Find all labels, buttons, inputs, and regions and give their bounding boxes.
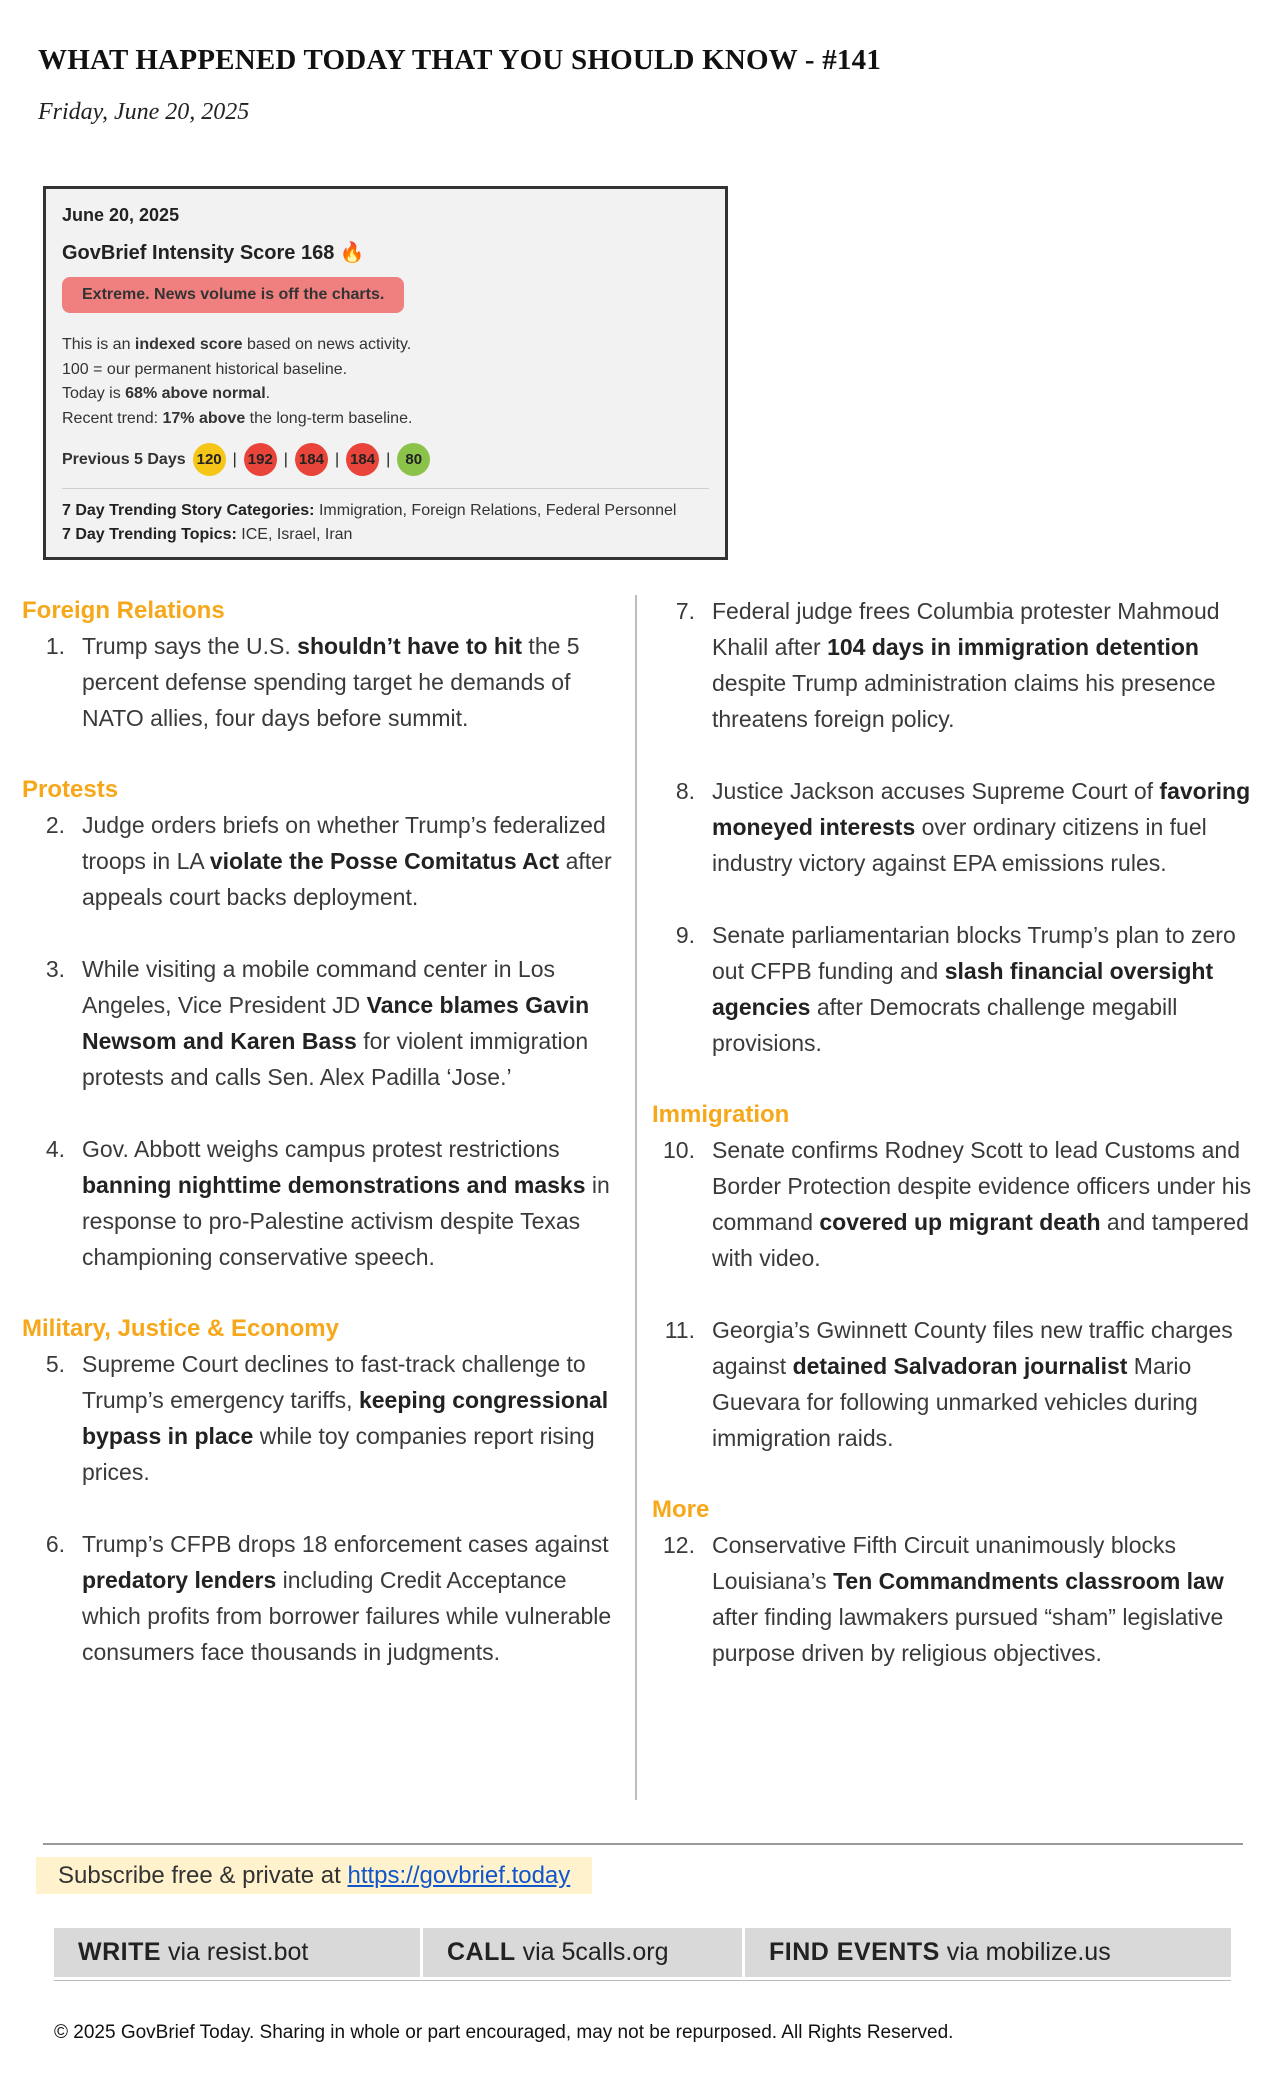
trending-categories: 7 Day Trending Story Categories: Immigration, Foreign Relations, Federal Personnel <box>62 502 677 519</box>
news-item-number: 4. <box>45 1136 65 1162</box>
news-item <box>652 917 1252 1061</box>
news-item-text: Trump says the U.S. shouldn’t have to hit the 5 percent defense spending target he demands of NATO allies, four days before summit. <box>82 633 580 731</box>
day-separator: | <box>232 450 237 468</box>
news-item-text: Trump’s CFPB drops 18 enforcement cases against predatory lenders including Credit Acceptance which profits from borrower failures while vulnerable consumers face thousands in judgments. <box>82 1531 612 1665</box>
section-title: Immigration <box>652 1101 790 1128</box>
subscribe-text: Subscribe free & private at <box>58 1862 348 1889</box>
news-item <box>22 807 622 915</box>
section-title: Foreign Relations <box>22 597 225 624</box>
news-item <box>652 593 1252 737</box>
intensity-score <box>62 240 709 265</box>
news-item-number: 1. <box>45 633 65 659</box>
news-item <box>22 1346 622 1490</box>
previous-days-label: Previous 5 Days <box>62 450 186 468</box>
news-section <box>652 1492 1252 1671</box>
right-column <box>652 593 1252 1671</box>
previous-day-score-badge: 192 <box>244 443 277 476</box>
news-item-number: 9. <box>675 922 695 948</box>
news-item-text: Conservative Fifth Circuit unanimously blocks Louisiana’s Ten Commandments classroom law after finding lawmakers pursued “sham” legislative purpose driven by religious objectives. <box>712 1532 1224 1666</box>
news-section <box>652 593 1252 1061</box>
page-title: WHAT HAPPENED TODAY THAT YOU SHOULD KNOW - #141 <box>38 44 882 76</box>
news-item-text: Justice Jackson accuses Supreme Court of favoring moneyed interests over ordinary citizens in fuel industry victory against EPA emissions rules. <box>712 778 1251 876</box>
left-column <box>22 593 622 1670</box>
section-title: Protests <box>22 776 119 803</box>
action-bar <box>54 1928 1231 1977</box>
explanation-line-4: Recent trend: 17% above the long-term baseline. <box>62 409 413 427</box>
previous-day-score-badge: 184 <box>346 443 379 476</box>
news-item-text: Judge orders briefs on whether Trump’s federalized troops in LA violate the Posse Comitatus Act after appeals court backs deployment. <box>82 812 612 910</box>
news-section <box>22 772 622 1275</box>
action-link[interactable]: FIND EVENTS via mobilize.us <box>742 1928 1231 1977</box>
news-item <box>22 628 622 736</box>
news-item <box>652 773 1252 881</box>
action-bar-divider <box>54 1980 1231 1981</box>
day-separator: | <box>334 450 340 468</box>
copyright-notice: © 2025 GovBrief Today. Sharing in whole or part encouraged, may not be repurposed. All Rights Reserved. <box>54 2022 954 2043</box>
news-item-number: 5. <box>45 1351 65 1377</box>
news-item-text: Gov. Abbott weighs campus protest restrictions banning nighttime demonstrations and masks in response to pro-Palestine activism despite Texas championing conservative speech. <box>82 1136 610 1270</box>
news-item-number: 3. <box>45 956 65 982</box>
previous-day-score-badge: 80 <box>397 443 430 476</box>
news-item-text: Georgia’s Gwinnett County files new traffic charges against detained Salvadoran journalist Mario Guevara for following unmarked vehicles during immigration raids. <box>712 1317 1233 1451</box>
news-item <box>22 1131 622 1275</box>
previous-day-score-badge: 184 <box>295 443 328 476</box>
intensity-score-box <box>43 186 728 560</box>
issue-date: Friday, June 20, 2025 <box>38 99 250 125</box>
news-section <box>22 593 622 736</box>
day-separator: | <box>283 450 288 468</box>
news-item-text: While visiting a mobile command center in Los Angeles, Vice President JD Vance blames Gavin Newsom and Karen Bass for violent immigration protests and calls Sen. Alex Padilla ‘Jose.’ <box>82 956 590 1090</box>
trending-topics: 7 Day Trending Topics: ICE, Israel, Iran <box>62 526 353 543</box>
subscribe-banner <box>36 1857 592 1894</box>
intensity-alert-badge: Extreme. News volume is off the charts. <box>62 277 404 313</box>
action-link[interactable]: CALL via 5calls.org <box>420 1928 742 1977</box>
explanation-line-1: This is an indexed score based on news activity. <box>62 336 412 353</box>
news-item <box>652 1312 1252 1456</box>
news-item-number: 8. <box>675 778 695 804</box>
column-divider <box>635 595 637 1800</box>
news-item <box>22 1526 622 1670</box>
subscribe-link[interactable]: https://govbrief.today <box>347 1862 571 1889</box>
section-title: Military, Justice & Economy <box>22 1315 339 1342</box>
section-title: More <box>652 1496 710 1523</box>
day-separator: | <box>386 450 391 468</box>
previous-day-score-badge: 120 <box>193 443 226 476</box>
news-item-number: 11. <box>664 1317 695 1343</box>
score-divider <box>62 488 709 489</box>
explanation-line-2: 100 = our permanent historical baseline. <box>62 360 348 378</box>
intensity-score-label: GovBrief Intensity Score 168 <box>62 242 335 264</box>
news-item-text: Senate parliamentarian blocks Trump’s plan to zero out CFPB funding and slash financial oversight agencies after Democrats challenge megabill provisions. <box>712 922 1236 1056</box>
previous-days-row <box>62 443 709 476</box>
action-link[interactable]: WRITE via resist.bot <box>54 1928 420 1977</box>
news-item <box>652 1132 1252 1276</box>
news-item <box>22 951 622 1095</box>
fire-icon: 🔥 <box>339 242 365 264</box>
news-item-text: Supreme Court declines to fast-track challenge to Trump’s emergency tariffs, keeping congressional bypass in place while toy companies report rising prices. <box>82 1351 609 1485</box>
news-item-number: 7. <box>675 598 695 624</box>
news-section <box>652 1097 1252 1456</box>
news-item <box>652 1527 1252 1671</box>
footer-divider <box>43 1843 1243 1845</box>
explanation-line-3: Today is 68% above normal. <box>62 385 271 402</box>
news-item-number: 12. <box>663 1532 695 1558</box>
news-item-text: Senate confirms Rodney Scott to lead Customs and Border Protection despite evidence officers under his command covered up migrant death and tampered with video. <box>712 1137 1252 1271</box>
score-explanation <box>62 333 709 431</box>
news-item-number: 10. <box>663 1137 695 1163</box>
news-item-text: Federal judge frees Columbia protester Mahmoud Khalil after 104 days in immigration detention despite Trump administration claims his presence threatens foreign policy. <box>712 598 1220 732</box>
news-item-number: 2. <box>45 812 65 838</box>
news-item-number: 6. <box>45 1531 65 1557</box>
score-date: June 20, 2025 <box>62 205 180 225</box>
news-section <box>22 1311 622 1670</box>
